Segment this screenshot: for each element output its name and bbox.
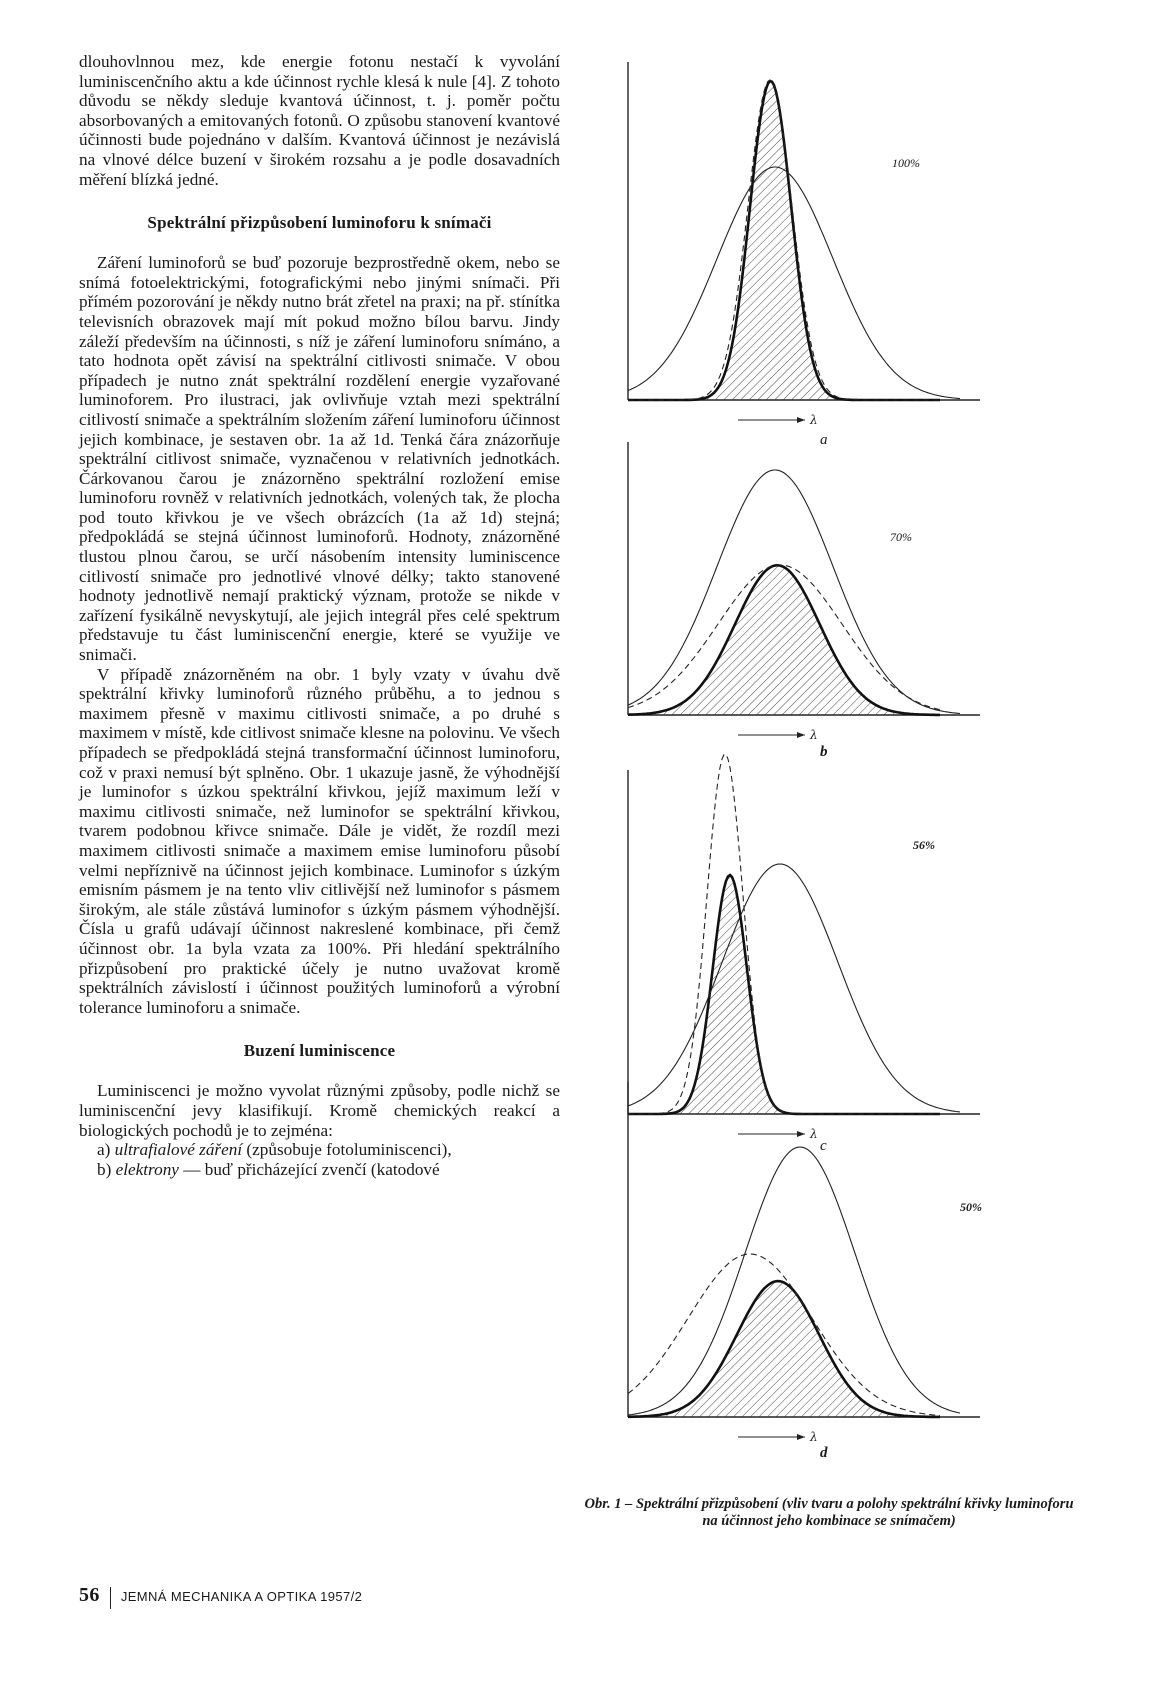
panel-d-lambda-label: λ (810, 1430, 818, 1444)
list-term: ultrafialové záření (114, 1140, 243, 1160)
panel-a-label: a (820, 432, 828, 448)
intro-paragraph: dlouhovlnnou mez, kde energie fotonu nestačí k vyvolání luminiscenčního aktu a kde účinnost rychle klesá k nule [4]. Z tohoto důvodu se někdy sleduje kvantová účinnost, t. j. poměr počtu absorbovaných a emitovaných fotonů. O způsobu stanovení kvantové účinnosti bude pojednáno v dalším. Kvantová účinnost je nezávislá na vlnové délce buzení v širokém rozsahu a je podle dosavadních měření blízká jedné. (79, 52, 560, 189)
list-item-b (97, 1160, 560, 1180)
panel-d-efficiency: 50% (960, 1200, 982, 1214)
panel-c-label: c (820, 1138, 827, 1154)
list-rest: (způsobuje fotoluminiscenci), (242, 1140, 452, 1160)
paragraph-spectral-1: Záření luminoforů se buď pozoruje bezprostředně okem, nebo se snímá fotoelektrickými, fotografickými nebo jinými snímači. Při přímém pozorování je někdy nutno brát zřetel na praxi; na př. stínítka televisních obrazovek mají mít pokud možno bílou barvu. Jindy záleží především na účinnosti, s níž je záření luminoforu snímáno, a tato hodnota opět závisí na spektrální citlivosti snimače. V obou případech je nutno znát spektrální rozdělení energie vyzařované luminoforem. Pro ilustraci, jak ovlivňuje vztah mezi spektrální citlivostí snimače a spektrálním složením záření luminoforu účinnost jejich kombinace, je sestaven obr. 1a až 1d. Tenká čára znázorňuje spektrální citlivost snimače, vyznačenou v relativních jednotkách. Čárkovanou čarou je znázorněno spektrální rozložení emise luminoforu rovněž v relativních jednotkách, volených tak, že plocha pod touto křivkou je ve všech obrázcích (1a až 1d) stejná; předpokládá se stejná účinnost luminoforů. Hodnoty, znázorněné tlustou plnou čarou, se určí násobením intensity luminiscence citlivostí snimače pro jednotlivé vlnové délky; takto stanovené hodnoty jednotlivě nemají praktický význam, protože se nikde v zařízení fysikálně nevyskytují, ale jejich integrál přes celé spektrum představuje tu část luminiscenční energie, které se využije ve snimači. (79, 253, 560, 665)
list-item-a (97, 1140, 560, 1160)
panel-c-arrow-head (797, 1131, 805, 1137)
list-rest: — buď přicházející zvenčí (katodové (178, 1159, 440, 1179)
panel-b-arrow-head (797, 732, 805, 738)
page-footer (79, 1584, 362, 1609)
section-heading-excitation: Buzení luminiscence (243, 1041, 396, 1061)
list-prefix: b) (97, 1159, 116, 1179)
paragraph-excitation-1: Luminiscenci je možno vyvolat různými způsoby, podle nichž se luminiscenční jevy klasifikují. Kromě chemických reakcí a biologických pochodů je to zejména: (79, 1081, 560, 1140)
panel-d-label: d (820, 1445, 828, 1461)
section-heading-spectral: Spektrální přizpůsobení luminoforu k snímači (147, 213, 492, 233)
panel-a-lambda-label: λ (810, 413, 818, 427)
list-prefix: a) (97, 1140, 115, 1160)
panel-a-efficiency: 100% (892, 156, 920, 170)
left-column (79, 52, 560, 1179)
panel-a-arrow-head (797, 417, 805, 423)
panel-c-efficiency: 56% (913, 838, 935, 852)
figure-1 (620, 62, 1090, 1462)
list-term: elektrony (115, 1159, 179, 1179)
panel-c-luminophor-curve (628, 755, 940, 1114)
journal-name: JEMNÁ MECHANIKA A OPTIKA 1957/2 (120, 1589, 363, 1604)
page-number: 56 (79, 1584, 100, 1606)
panel-b-efficiency: 70% (890, 530, 912, 544)
panel-b-product-area (628, 565, 940, 715)
panel-c-product-curve (628, 875, 940, 1114)
panel-d-arrow-head (797, 1434, 805, 1440)
paragraph-spectral-2: V případě znázorněném na obr. 1 byly vzaty v úvahu dvě spektrální křivky luminoforů různého průběhu, a to jednou s maximem přesně v maximu citlivosti snimače, a po druhé s maximem v místě, kde citlivost snimače klesne na polovinu. Ve všech případech se předpokládá stejná transformační účinnost luminoforu, což v praxi nemusí být splněno. Obr. 1 ukazuje jasně, že výhodnější je luminofor s úzkou spektrální křivkou, jejíž maximum leží v maximu citlivosti snimače, než luminofor se spektrální křivkou, tvarem podobnou křivce snimače. Dále je vidět, že rozdíl mezi maximem citlivosti snimače a maximem emise luminoforu působí velmi nepříznivě na účinnost jejich kombinace. Luminofor s úzkým emisním pásmem je na tento vliv citlivější než luminofor s pásmem širokým, ale stále zůstává luminofor s úzkým pásmem výhodnější. Čísla u grafů udávají účinnost nakreslené kombinace, při čemž účinnost obr. 1a byla vzata za 100%. Při hledání spektrálního přizpůsobení pro praktické účely je nutno uvažovat kromě spektrálních závislostí i účinnost použitých luminoforů a výrobní tolerance luminoforu a snimače. (79, 664, 560, 1017)
panel-b-lambda-label: λ (810, 728, 818, 742)
footer-divider (110, 1587, 111, 1609)
panel-c-lambda-label: λ (810, 1127, 818, 1141)
panel-c-product-area (628, 875, 940, 1114)
panel-b-label: b (820, 744, 828, 760)
panel-a-product-area (628, 81, 940, 400)
figure-caption: Obr. 1 – Spektrální přizpůsobení (vliv tvaru a polohy spektrální křivky luminoforu na účinnost jeho kombinace se snímačem) (584, 1496, 1074, 1529)
figure-svg (620, 62, 1090, 1462)
panel-c-sensor-curve (628, 864, 960, 1112)
